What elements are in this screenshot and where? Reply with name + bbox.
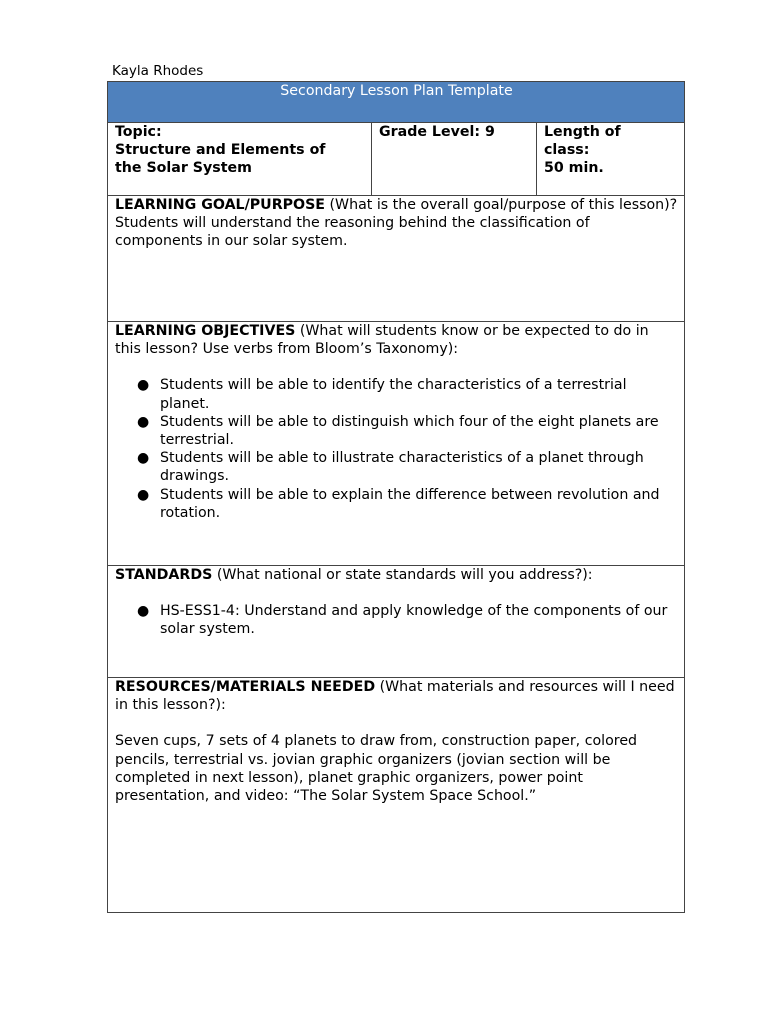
objectives-list bbox=[115, 376, 678, 522]
grade-level-label: Grade Level: 9 bbox=[379, 124, 495, 140]
learning-goal-prompt: (What is the overall goal/purpose of this lesson)? bbox=[325, 197, 678, 213]
standards-question bbox=[115, 566, 678, 584]
bullet-icon: ● bbox=[137, 603, 150, 620]
standard-text: HS-ESS1-4: Understand and apply knowledge of the components of our solar system. bbox=[160, 603, 668, 638]
resources-prompt: (What materials and resources will I need in this lesson?): bbox=[115, 679, 675, 714]
bullet-icon: ● bbox=[137, 450, 150, 467]
objective-text: Students will be able to explain the difference between revolution and rotation. bbox=[160, 486, 660, 521]
learning-objectives-question bbox=[115, 322, 678, 358]
list-item bbox=[115, 376, 678, 412]
objective-text: Students will be able to illustrate characteristics of a planet through drawings. bbox=[160, 450, 644, 485]
template-title: Secondary Lesson Plan Template bbox=[280, 83, 513, 99]
learning-objectives-cell bbox=[108, 322, 685, 566]
learning-goal-cell bbox=[108, 196, 685, 322]
bullet-icon: ● bbox=[137, 377, 150, 394]
class-length-line-2: class: bbox=[544, 142, 590, 159]
standards-cell bbox=[108, 566, 685, 678]
list-item bbox=[115, 486, 678, 522]
standards-list bbox=[115, 602, 678, 638]
learning-goal-text: Students will understand the reasoning behind the classification of components in our solar system. bbox=[115, 215, 590, 250]
topic-cell bbox=[108, 123, 372, 196]
topic-line-2: the Solar System bbox=[115, 160, 252, 177]
resources-heading: RESOURCES/MATERIALS NEEDED bbox=[115, 679, 376, 695]
learning-objectives-prompt: (What will students know or be expected to do in this lesson? Use verbs from Bloom’s Taxonomy): bbox=[115, 323, 649, 358]
lesson-plan-table bbox=[107, 81, 685, 913]
resources-question bbox=[115, 678, 678, 714]
list-item bbox=[115, 449, 678, 485]
topic-line-1: Structure and Elements of bbox=[115, 142, 326, 159]
class-length-line-1: Length of bbox=[544, 124, 621, 140]
bullet-icon: ● bbox=[137, 413, 150, 430]
grade-level-cell bbox=[372, 123, 537, 196]
list-item bbox=[115, 413, 678, 449]
class-length-value: 50 min. bbox=[544, 160, 604, 177]
learning-goal-heading: LEARNING GOAL/PURPOSE bbox=[115, 197, 325, 213]
template-title-cell bbox=[108, 82, 685, 123]
standards-heading: STANDARDS bbox=[115, 567, 213, 583]
topic-label: Topic: bbox=[115, 124, 162, 140]
objective-text: Students will be able to distinguish which four of the eight planets are terrestrial. bbox=[160, 413, 659, 449]
list-item bbox=[115, 602, 678, 638]
author-name: Kayla Rhodes bbox=[112, 63, 204, 79]
resources-text: Seven cups, 7 sets of 4 planets to draw from, construction paper, colored pencils, terrestrial vs. jovian graphic organizers (jovian section will be completed in next lesson), planet graphic organizers, power point presentation, and video: “The Solar System Space School.” bbox=[115, 733, 638, 805]
bullet-icon: ● bbox=[137, 486, 150, 503]
standards-prompt: (What national or state standards will you address?): bbox=[212, 567, 593, 583]
class-length-cell bbox=[537, 123, 685, 196]
learning-objectives-heading: LEARNING OBJECTIVES bbox=[115, 323, 296, 339]
objective-text: Students will be able to identify the characteristics of a terrestrial planet. bbox=[160, 377, 627, 412]
learning-goal-question bbox=[115, 196, 678, 214]
resources-cell bbox=[108, 678, 685, 913]
